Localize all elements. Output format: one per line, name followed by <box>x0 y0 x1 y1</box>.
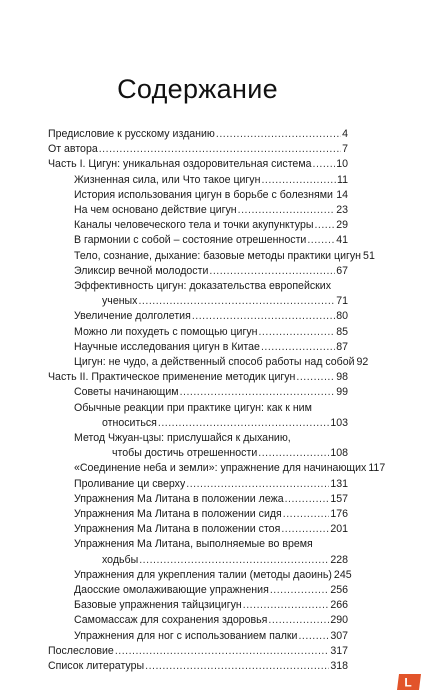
toc-entry[interactable] <box>74 219 348 232</box>
toc-entry-text: Часть II. Практическое применение методик цигун <box>48 371 296 384</box>
toc-entry-text: Самомассаж для сохранения здоровья <box>74 614 268 627</box>
toc-entry-text-cont: относиться <box>102 416 157 429</box>
toc-entry-text: Метод Чжуан-цзы: прислушайся к дыханию, <box>74 432 291 444</box>
toc-entry-text: Обычные реакции при практике цигун: как к ним <box>74 401 312 414</box>
toc-entry[interactable] <box>74 326 348 339</box>
toc-page-number: 7 <box>342 143 348 156</box>
toc-entry[interactable] <box>74 310 348 323</box>
toc-leader <box>261 174 336 187</box>
toc-entry[interactable] <box>102 417 348 430</box>
toc-page-number: 103 <box>330 416 348 429</box>
toc-page-number: 10 <box>336 158 348 171</box>
toc-entry[interactable] <box>74 462 386 475</box>
toc-entry-text: Каналы человеческого тела и точки акупунктуры <box>74 219 314 232</box>
toc-page-number: 108 <box>330 447 348 460</box>
toc-entry[interactable] <box>74 523 348 536</box>
toc-entry[interactable] <box>74 189 348 202</box>
toc-leader <box>283 508 330 521</box>
toc-page-number: 266 <box>330 599 348 612</box>
toc-entry[interactable] <box>74 614 348 627</box>
toc-entry[interactable] <box>48 158 348 171</box>
toc-page-number: 87 <box>336 340 348 353</box>
toc-entry[interactable] <box>74 493 348 506</box>
toc-page-number: 85 <box>336 325 348 338</box>
toc-entry-text: Часть I. Цигун: уникальная оздоровительная система <box>48 158 312 171</box>
toc-leader <box>180 386 336 399</box>
toc-entry-text: Упражнения Ма Литана, выполняемые во время <box>74 538 313 551</box>
toc-leader <box>334 189 335 202</box>
toc-entry-text: Упражнения Ма Литана в положении сидя <box>74 508 282 520</box>
toc-leader <box>139 554 329 567</box>
toc-entry-text: Советы начинающим <box>74 386 179 399</box>
toc-entry-text: Послесловие <box>48 644 114 657</box>
toc-entry-text: Эффективность цигун: доказательства европейских <box>74 280 332 292</box>
toc-entry[interactable] <box>74 508 348 521</box>
toc-leader <box>186 478 329 491</box>
toc-entry-text-cont: ходьбы <box>102 553 139 566</box>
toc-leader <box>270 584 329 597</box>
toc-entry[interactable] <box>74 356 369 369</box>
toc-page-number: 80 <box>336 310 348 323</box>
toc-entry-text-cont: чтобы достичь отрешенности <box>112 447 258 460</box>
toc-leader <box>313 158 336 171</box>
toc-entry-text: Упражнения для укрепления талии (методы даоинь) <box>74 568 332 581</box>
toc-page-number: 228 <box>330 553 348 566</box>
toc-leader <box>307 234 335 247</box>
toc-entry-text: Упражнения Ма Литана в положении лежа <box>74 492 284 505</box>
toc-entry[interactable] <box>74 599 348 612</box>
toc-leader <box>99 143 341 156</box>
toc-entry-text: Жизненная сила, или Что такое цигун <box>74 173 261 186</box>
toc-leader <box>209 265 335 278</box>
toc-page-number: 157 <box>330 492 348 505</box>
toc-entry[interactable] <box>74 568 352 582</box>
toc-entry[interactable] <box>74 341 348 354</box>
toc-entry-text: Увеличение долголетия <box>74 310 191 323</box>
toc-leader <box>115 645 330 658</box>
toc-leader <box>238 204 336 217</box>
toc-leader <box>268 614 329 627</box>
toc-page-number: 307 <box>330 629 348 642</box>
toc-entry[interactable] <box>48 371 348 384</box>
toc-entry[interactable] <box>74 249 375 263</box>
toc-page-number: 98 <box>336 371 348 384</box>
toc-page-number: 23 <box>336 204 348 216</box>
toc-page-number: 290 <box>330 614 348 627</box>
toc-leader <box>216 128 341 141</box>
toc-entry[interactable] <box>48 660 348 673</box>
toc-page-number: 117 <box>368 462 386 475</box>
toc-entry-text: Предисловие к русскому изданию <box>48 128 215 140</box>
toc-page-number: 51 <box>363 249 375 262</box>
toc-leader <box>258 326 335 339</box>
toc-leader <box>243 599 330 612</box>
toc-page-number: 245 <box>333 568 352 581</box>
toc-entry-text: Упражнения Ма Литана в положении стоя <box>74 523 281 536</box>
toc-entry[interactable] <box>74 174 348 187</box>
toc-entry-text: Тело, сознание, дыхание: базовые методы практики цигун <box>74 249 362 262</box>
toc-leader <box>261 341 335 354</box>
toc-entry[interactable] <box>74 204 348 217</box>
toc-entry-text: От автора <box>48 143 98 156</box>
toc-leader <box>285 493 330 506</box>
toc-leader <box>145 660 329 673</box>
toc-entry[interactable] <box>102 295 348 308</box>
toc-leader <box>281 523 329 536</box>
toc-entry-text-cont: ученых <box>102 295 138 308</box>
toc-page-number: 71 <box>336 295 348 308</box>
publisher-logo-icon <box>397 674 421 690</box>
toc-entry-text: Эликсир вечной молодости <box>74 264 209 277</box>
toc-page-number: 41 <box>336 234 348 247</box>
toc-page-number: 317 <box>330 644 348 657</box>
toc-entry[interactable] <box>74 478 348 491</box>
toc-leader <box>298 630 329 643</box>
toc-entry[interactable] <box>48 143 348 156</box>
toc-page-number: 67 <box>336 264 348 277</box>
toc-entry[interactable] <box>74 265 348 278</box>
toc-entry-text: На чем основано действие цигун <box>74 204 237 216</box>
toc-entry-text: Список литературы <box>48 660 145 672</box>
toc-entry-text: Проливание ци сверху <box>74 477 186 490</box>
toc-entry[interactable] <box>48 128 348 141</box>
toc-entry[interactable] <box>112 447 348 460</box>
publisher-logo-text: L <box>404 675 412 690</box>
toc-page-number: 99 <box>336 386 348 399</box>
toc-entry[interactable] <box>74 234 348 247</box>
toc-entry-text: В гармонии с собой – состояние отрешенности <box>74 234 307 247</box>
page-title: Содержание <box>117 74 278 104</box>
toc-leader <box>314 219 335 232</box>
toc-entry-text: Можно ли похудеть с помощью цигун <box>74 325 258 338</box>
toc-leader <box>138 295 335 308</box>
toc-entry-text: Упражнения для ног с использованием палки <box>74 629 298 642</box>
toc-page-number: 92 <box>356 356 369 368</box>
toc-page-number: 256 <box>330 584 348 596</box>
toc-page-number: 11 <box>337 173 348 186</box>
toc-entry-text: Даосские омолаживающие упражнения <box>74 584 269 596</box>
toc-entry[interactable] <box>74 630 348 643</box>
toc-entry[interactable] <box>48 645 348 658</box>
toc-entry[interactable] <box>74 386 348 399</box>
toc-entry-text: Научные исследования цигун в Китае <box>74 340 260 353</box>
toc-leader <box>258 447 329 460</box>
toc-leader <box>192 310 335 323</box>
toc-entry[interactable] <box>102 554 348 567</box>
toc-page-number: 176 <box>330 508 348 520</box>
toc-entry[interactable] <box>74 584 348 597</box>
toc-entry-text: История использования цигун в борьбе с болезнями <box>74 188 333 201</box>
toc-page-number: 14 <box>336 188 348 201</box>
toc-page-number: 131 <box>330 477 348 490</box>
toc-leader <box>296 371 335 384</box>
toc-page-number: 318 <box>330 660 348 672</box>
toc-page-number: 4 <box>342 128 348 140</box>
toc-page-number: 201 <box>330 523 348 536</box>
toc-entry-text: Цигун: не чудо, а действенный способ работы над собой <box>74 356 355 368</box>
toc-page-number: 29 <box>336 219 348 232</box>
toc-entry-text: «Соединение неба и земли»: упражнение для начинающих <box>74 462 367 475</box>
toc-entry-text: Базовые упражнения тайцзицигун <box>74 599 242 612</box>
toc-leader <box>158 417 329 430</box>
